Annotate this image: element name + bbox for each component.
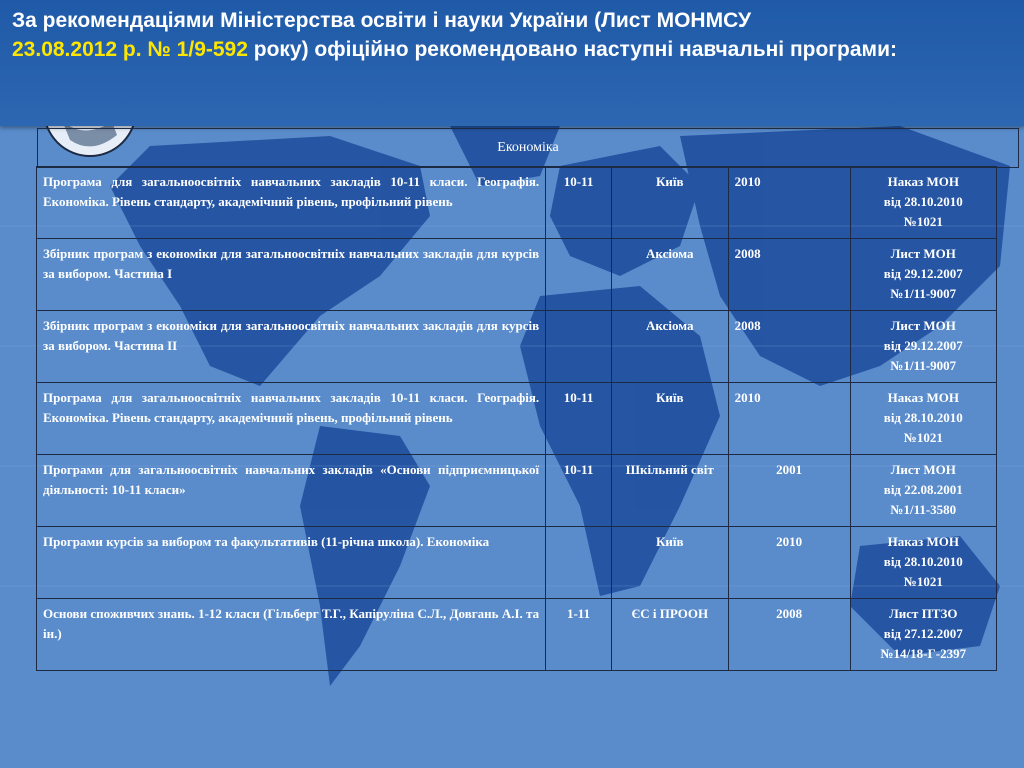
- approval-document-line: від 28.10.2010: [883, 554, 963, 569]
- approval-document-line: від 29.12.2007: [883, 338, 963, 353]
- approval-document-cell: [850, 455, 996, 527]
- year-cell: 2001: [728, 455, 850, 527]
- grades-cell: [546, 239, 612, 311]
- program-title-cell: Програми курсів за вибором та факультативів (11-річна школа). Економіка: [37, 527, 546, 599]
- slide-title: [12, 6, 1012, 64]
- program-title-cell: Програма для загальноосвітніх навчальних закладів 10-11 класи. Географія. Економіка. Рівень стандарту, академічний рівень, профільний рівень: [37, 383, 546, 455]
- table-row: [37, 383, 997, 455]
- publisher-cell: Київ: [611, 167, 728, 239]
- approval-document-line: від 27.12.2007: [883, 626, 963, 641]
- program-title-cell: Основи споживчих знань. 1-12 класи (Гільберг Т.Г., Капіруліна С.Л., Довгань А.І. та ін.): [37, 599, 546, 671]
- approval-document-cell: [850, 311, 996, 383]
- year-cell: 2010: [728, 383, 850, 455]
- year-cell: 2008: [728, 239, 850, 311]
- approval-document-line: від 28.10.2010: [883, 410, 963, 425]
- approval-document-line: Лист МОН: [890, 318, 956, 333]
- program-title-cell: Програми для загальноосвітніх навчальних закладів «Основи підприємницької діяльності: 10-11 класи»: [37, 455, 546, 527]
- publisher-cell: Шкільний світ: [611, 455, 728, 527]
- program-title-cell: Збірник програм з економіки для загальноосвітніх навчальних закладів для курсів за вибором. Частина ІІ: [37, 311, 546, 383]
- grades-cell: 10-11: [546, 167, 612, 239]
- approval-document-line: від 29.12.2007: [883, 266, 963, 281]
- approval-document-line: №1/11-3580: [890, 502, 957, 517]
- grades-cell: [546, 311, 612, 383]
- approval-document-cell: [850, 167, 996, 239]
- table-row: [37, 527, 997, 599]
- table-row: [37, 455, 997, 527]
- approval-document-cell: [850, 599, 996, 671]
- title-highlight: 23.08.2012 р. № 1/9-592: [12, 38, 248, 61]
- approval-document-line: Наказ МОН: [887, 534, 959, 549]
- year-cell: 2008: [728, 599, 850, 671]
- approval-document-line: №1021: [903, 574, 943, 589]
- table-row: [37, 599, 997, 671]
- year-cell: 2010: [728, 527, 850, 599]
- grades-cell: 10-11: [546, 455, 612, 527]
- approval-document-line: Лист МОН: [890, 462, 956, 477]
- table-row: [37, 239, 997, 311]
- approval-document-line: Наказ МОН: [887, 390, 959, 405]
- approval-document-line: №1/11-9007: [890, 358, 957, 373]
- approval-document-line: №1021: [903, 430, 943, 445]
- grades-cell: 1-11: [546, 599, 612, 671]
- publisher-cell: ЄС і ПРООН: [611, 599, 728, 671]
- program-title-cell: Збірник програм з економіки для загальноосвітніх навчальних закладів для курсів за вибором. Частина І: [37, 239, 546, 311]
- publisher-cell: Київ: [611, 383, 728, 455]
- grades-cell: 10-11: [546, 383, 612, 455]
- title-suffix: року) офіційно рекомендовано наступні навчальні програми:: [247, 38, 897, 61]
- approval-document-cell: [850, 239, 996, 311]
- year-cell: 2010: [728, 167, 850, 239]
- approval-document-line: Наказ МОН: [887, 174, 959, 189]
- table-section-header: Економіка: [37, 128, 1019, 168]
- approval-document-line: від 28.10.2010: [883, 194, 963, 209]
- program-title-cell: Програма для загальноосвітніх навчальних закладів 10-11 класи. Географія. Економіка. Рівень стандарту, академічний рівень, профільний рівень: [37, 167, 546, 239]
- approval-document-line: №14/18-Г-2397: [880, 646, 967, 661]
- approval-document-line: №1021: [903, 214, 943, 229]
- year-cell: 2008: [728, 311, 850, 383]
- grades-cell: [546, 527, 612, 599]
- approval-document-line: Лист ПТЗО: [889, 606, 958, 621]
- approval-document-line: №1/11-9007: [890, 286, 957, 301]
- approval-document-cell: [850, 527, 996, 599]
- publisher-cell: Аксіома: [611, 311, 728, 383]
- approval-document-line: Лист МОН: [890, 246, 956, 261]
- title-prefix: За рекомендаціями Міністерства освіти і науки України (Лист МОНМСУ: [12, 9, 752, 32]
- publisher-cell: Аксіома: [611, 239, 728, 311]
- approval-document-line: від 22.08.2001: [883, 482, 963, 497]
- table-row: [37, 167, 997, 239]
- publisher-cell: Київ: [611, 527, 728, 599]
- table-row: [37, 311, 997, 383]
- programs-table: [36, 166, 997, 671]
- slide-header: [0, 0, 1024, 126]
- approval-document-cell: [850, 383, 996, 455]
